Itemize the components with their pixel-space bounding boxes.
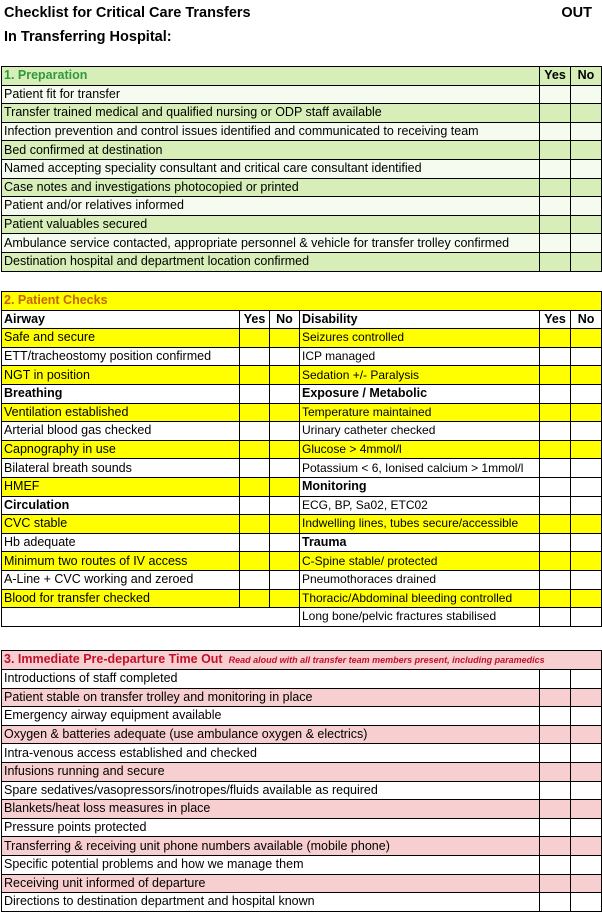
yes-checkbox[interactable]: [240, 570, 270, 589]
yes-header: Yes: [240, 310, 270, 329]
no-checkbox[interactable]: [571, 670, 602, 689]
table-row: [2, 707, 602, 726]
yes-checkbox[interactable]: [540, 178, 571, 197]
no-checkbox[interactable]: [270, 347, 300, 366]
yes-checkbox[interactable]: [540, 85, 571, 104]
yes-checkbox[interactable]: [540, 589, 571, 608]
no-checkbox[interactable]: [571, 104, 602, 123]
checklist-item: ETT/tracheostomy position confirmed: [2, 347, 240, 366]
yes-checkbox[interactable]: [240, 589, 270, 608]
no-checkbox[interactable]: [571, 422, 602, 441]
blank-cell: [540, 384, 571, 403]
yes-checkbox[interactable]: [540, 496, 571, 515]
blank-cell: [270, 384, 300, 403]
no-checkbox[interactable]: [571, 800, 602, 819]
yes-checkbox[interactable]: [540, 818, 571, 837]
checklist-item: Sedation +/- Paralysis: [300, 366, 540, 385]
table-row: [2, 159, 602, 178]
table-row: [2, 515, 602, 534]
checklist-item: Pneumothoraces drained: [300, 570, 540, 589]
category-heading: Disability: [300, 310, 540, 329]
checklist-item: Temperature maintained: [300, 403, 540, 422]
checklist-item: Infusions running and secure: [2, 762, 540, 781]
no-header: No: [270, 310, 300, 329]
table-row: [2, 477, 602, 496]
table-row: [2, 384, 602, 403]
section-title-patient-checks: 2. Patient Checks: [2, 292, 602, 311]
no-checkbox[interactable]: [571, 459, 602, 478]
checklist-item: Destination hospital and department location confirmed: [2, 252, 540, 271]
no-checkbox[interactable]: [571, 403, 602, 422]
yes-checkbox[interactable]: [240, 552, 270, 571]
table-row: [2, 422, 602, 441]
page-title: Checklist for Critical Care Transfers: [4, 5, 251, 21]
yes-checkbox[interactable]: [540, 234, 571, 253]
blank-cell: [2, 608, 240, 627]
no-checkbox[interactable]: [571, 496, 602, 515]
table-row: [2, 329, 602, 348]
checklist-item: Safe and secure: [2, 329, 240, 348]
no-checkbox[interactable]: [270, 589, 300, 608]
table-row: [2, 570, 602, 589]
category-heading: Trauma: [300, 533, 540, 552]
table-row: [2, 197, 602, 216]
yes-checkbox[interactable]: [240, 422, 270, 441]
blank-cell: [240, 496, 270, 515]
checklist-item: Transferring & receiving unit phone numbers available (mobile phone): [2, 837, 540, 856]
checklist-item: Bed confirmed at destination: [2, 141, 540, 160]
no-checkbox[interactable]: [270, 440, 300, 459]
table-row: [2, 347, 602, 366]
no-checkbox[interactable]: [571, 570, 602, 589]
no-checkbox[interactable]: [571, 762, 602, 781]
no-checkbox[interactable]: [571, 781, 602, 800]
section-title-preparation: 1. Preparation: [2, 67, 540, 86]
yes-checkbox[interactable]: [540, 403, 571, 422]
no-checkbox[interactable]: [571, 855, 602, 874]
yes-checkbox[interactable]: [540, 608, 571, 627]
yes-checkbox[interactable]: [540, 215, 571, 234]
no-checkbox[interactable]: [571, 347, 602, 366]
time-out-table: [1, 650, 602, 912]
checklist-item: Glucose > 4mmol/l: [300, 440, 540, 459]
checklist-item: A-Line + CVC working and zeroed: [2, 570, 240, 589]
checklist-item: Patient and/or relatives informed: [2, 197, 540, 216]
checklist-item: Arterial blood gas checked: [2, 422, 240, 441]
no-checkbox[interactable]: [571, 197, 602, 216]
table-row: [2, 688, 602, 707]
checklist-item: Ventilation established: [2, 403, 240, 422]
checklist-item: ICP managed: [300, 347, 540, 366]
table-row: [2, 855, 602, 874]
blank-cell: [571, 533, 602, 552]
no-checkbox[interactable]: [571, 440, 602, 459]
page-subtitle: In Transferring Hospital:: [4, 29, 172, 45]
checklist-item: Thoracic/Abdominal bleeding controlled: [300, 589, 540, 608]
no-checkbox[interactable]: [571, 515, 602, 534]
checklist-item: NGT in position: [2, 366, 240, 385]
yes-checkbox[interactable]: [540, 141, 571, 160]
yes-checkbox[interactable]: [540, 837, 571, 856]
no-checkbox[interactable]: [571, 589, 602, 608]
yes-checkbox[interactable]: [540, 781, 571, 800]
table-row: [2, 85, 602, 104]
section-title: 3. Immediate Pre-departure Time Out: [4, 652, 223, 666]
yes-checkbox[interactable]: [540, 159, 571, 178]
checklist-item: HMEF: [2, 477, 240, 496]
section-header-row: [2, 67, 602, 86]
table-row: [2, 310, 602, 329]
yes-checkbox[interactable]: [540, 725, 571, 744]
table-row: [2, 818, 602, 837]
checklist-item: Blankets/heat loss measures in place: [2, 800, 540, 819]
yes-checkbox[interactable]: [540, 707, 571, 726]
checklist-item: Specific potential problems and how we manage them: [2, 855, 540, 874]
yes-checkbox[interactable]: [540, 552, 571, 571]
checklist-item: Ambulance service contacted, appropriate personnel & vehicle for transfer trolley confirmed: [2, 234, 540, 253]
checklist-item: Patient valuables secured: [2, 215, 540, 234]
blank-cell: [571, 384, 602, 403]
checklist-item: Minimum two routes of IV access: [2, 552, 240, 571]
no-checkbox[interactable]: [571, 725, 602, 744]
section-header-row: [2, 292, 602, 311]
yes-checkbox[interactable]: [240, 515, 270, 534]
blank-cell: [540, 477, 571, 496]
checklist-item: Case notes and investigations photocopied or printed: [2, 178, 540, 197]
no-checkbox[interactable]: [571, 893, 602, 912]
no-checkbox[interactable]: [571, 837, 602, 856]
yes-checkbox[interactable]: [540, 329, 571, 348]
checklist-item: Infection prevention and control issues identified and communicated to receiving team: [2, 122, 540, 141]
no-checkbox[interactable]: [571, 178, 602, 197]
checklist-item: Long bone/pelvic fractures stabilised: [300, 608, 540, 627]
no-checkbox[interactable]: [571, 744, 602, 763]
table-row: [2, 670, 602, 689]
yes-checkbox[interactable]: [540, 197, 571, 216]
table-row: [2, 366, 602, 385]
table-row: [2, 459, 602, 478]
no-header: No: [571, 310, 602, 329]
yes-checkbox[interactable]: [540, 122, 571, 141]
yes-checkbox[interactable]: [540, 893, 571, 912]
yes-checkbox[interactable]: [540, 104, 571, 123]
table-row: [2, 608, 602, 627]
no-checkbox[interactable]: [270, 552, 300, 571]
checklist-item: Pressure points protected: [2, 818, 540, 837]
no-checkbox[interactable]: [571, 215, 602, 234]
table-row: [2, 893, 602, 912]
table-row: [2, 104, 602, 123]
yes-checkbox[interactable]: [540, 347, 571, 366]
table-row: [2, 141, 602, 160]
no-checkbox[interactable]: [270, 570, 300, 589]
no-checkbox[interactable]: [270, 329, 300, 348]
yes-header: Yes: [540, 67, 571, 86]
yes-checkbox[interactable]: [240, 329, 270, 348]
no-checkbox[interactable]: [571, 85, 602, 104]
table-row: [2, 874, 602, 893]
no-checkbox[interactable]: [571, 159, 602, 178]
checklist-item: Intra-venous access established and checked: [2, 744, 540, 763]
no-checkbox[interactable]: [270, 477, 300, 496]
no-checkbox[interactable]: [571, 874, 602, 893]
checklist-item: Emergency airway equipment available: [2, 707, 540, 726]
table-row: [2, 178, 602, 197]
yes-checkbox[interactable]: [540, 874, 571, 893]
no-checkbox[interactable]: [270, 366, 300, 385]
checklist-item: ECG, BP, Sa02, ETC02: [300, 496, 540, 515]
checklist-item: Directions to destination department and hospital known: [2, 893, 540, 912]
no-checkbox[interactable]: [571, 234, 602, 253]
yes-checkbox[interactable]: [540, 762, 571, 781]
no-checkbox[interactable]: [571, 366, 602, 385]
yes-checkbox[interactable]: [240, 366, 270, 385]
no-header: No: [571, 67, 602, 86]
yes-checkbox[interactable]: [540, 440, 571, 459]
checklist-item: C-Spine stable/ protected: [300, 552, 540, 571]
table-row: [2, 496, 602, 515]
checklist-item: Receiving unit informed of departure: [2, 874, 540, 893]
checklist-item: Transfer trained medical and qualified nursing or ODP staff available: [2, 104, 540, 123]
table-row: [2, 533, 602, 552]
blank-cell: [571, 477, 602, 496]
yes-checkbox[interactable]: [540, 744, 571, 763]
checklist-item: Bilateral breath sounds: [2, 459, 240, 478]
blank-cell: [270, 496, 300, 515]
checklist-item: Patient fit for transfer: [2, 85, 540, 104]
blank-cell: [240, 384, 270, 403]
table-row: [2, 234, 602, 253]
yes-checkbox[interactable]: [540, 252, 571, 271]
checklist-item: Patient stable on transfer trolley and monitoring in place: [2, 688, 540, 707]
checklist-item: CVC stable: [2, 515, 240, 534]
no-checkbox[interactable]: [571, 552, 602, 571]
table-row: [2, 440, 602, 459]
patient-checks-table: [1, 291, 602, 627]
checklist-item: Spare sedatives/vasopressors/inotropes/fluids available as required: [2, 781, 540, 800]
yes-checkbox[interactable]: [240, 477, 270, 496]
no-checkbox[interactable]: [270, 403, 300, 422]
table-row: [2, 744, 602, 763]
table-row: [2, 762, 602, 781]
yes-checkbox[interactable]: [240, 347, 270, 366]
checklist-item: Seizures controlled: [300, 329, 540, 348]
table-row: [2, 781, 602, 800]
yes-checkbox[interactable]: [540, 366, 571, 385]
checklist-item: Introductions of staff completed: [2, 670, 540, 689]
yes-checkbox[interactable]: [540, 515, 571, 534]
checklist-item: Blood for transfer checked: [2, 589, 240, 608]
no-checkbox[interactable]: [270, 515, 300, 534]
no-checkbox[interactable]: [571, 329, 602, 348]
yes-checkbox[interactable]: [540, 855, 571, 874]
checklist-item: Oxygen & batteries adequate (use ambulance oxygen & electrics): [2, 725, 540, 744]
table-row: [2, 403, 602, 422]
no-checkbox[interactable]: [270, 533, 300, 552]
yes-header: Yes: [540, 310, 571, 329]
category-heading: Airway: [2, 310, 240, 329]
yes-checkbox[interactable]: [540, 422, 571, 441]
section-title-time-out: [2, 651, 602, 670]
yes-checkbox[interactable]: [240, 459, 270, 478]
no-checkbox[interactable]: [571, 608, 602, 627]
no-checkbox[interactable]: [571, 818, 602, 837]
checklist-item: Hb adequate: [2, 533, 240, 552]
yes-checkbox[interactable]: [240, 440, 270, 459]
table-row: [2, 837, 602, 856]
preparation-table: [1, 66, 602, 272]
yes-checkbox[interactable]: [540, 670, 571, 689]
no-checkbox[interactable]: [571, 122, 602, 141]
no-checkbox[interactable]: [571, 688, 602, 707]
table-row: [2, 122, 602, 141]
table-row: [2, 215, 602, 234]
category-heading: Exposure / Metabolic: [300, 384, 540, 403]
yes-checkbox[interactable]: [540, 459, 571, 478]
blank-cell: [270, 608, 300, 627]
no-checkbox[interactable]: [571, 252, 602, 271]
checklist-item: Capnography in use: [2, 440, 240, 459]
no-checkbox[interactable]: [571, 707, 602, 726]
yes-checkbox[interactable]: [240, 533, 270, 552]
table-row: [2, 552, 602, 571]
section-header-row: [2, 651, 602, 670]
category-heading: Breathing: [2, 384, 240, 403]
no-checkbox[interactable]: [270, 459, 300, 478]
checklist-item: Urinary catheter checked: [300, 422, 540, 441]
no-checkbox[interactable]: [270, 422, 300, 441]
checklist-item: Indwelling lines, tubes secure/accessible: [300, 515, 540, 534]
checklist-item: Named accepting speciality consultant and critical care consultant identified: [2, 159, 540, 178]
table-row: [2, 252, 602, 271]
blank-cell: [240, 608, 270, 627]
blank-cell: [540, 533, 571, 552]
table-row: [2, 800, 602, 819]
table-row: [2, 725, 602, 744]
table-row: [2, 589, 602, 608]
yes-checkbox[interactable]: [540, 800, 571, 819]
section-note: Read aloud with all transfer team members present, including paramedics: [228, 655, 545, 665]
no-checkbox[interactable]: [571, 141, 602, 160]
out-label: OUT: [561, 5, 592, 21]
category-heading: Monitoring: [300, 477, 540, 496]
yes-checkbox[interactable]: [540, 688, 571, 707]
checklist-item: Potassium < 6, Ionised calcium > 1mmol/l: [300, 459, 540, 478]
yes-checkbox[interactable]: [540, 570, 571, 589]
category-heading: Circulation: [2, 496, 240, 515]
yes-checkbox[interactable]: [240, 403, 270, 422]
